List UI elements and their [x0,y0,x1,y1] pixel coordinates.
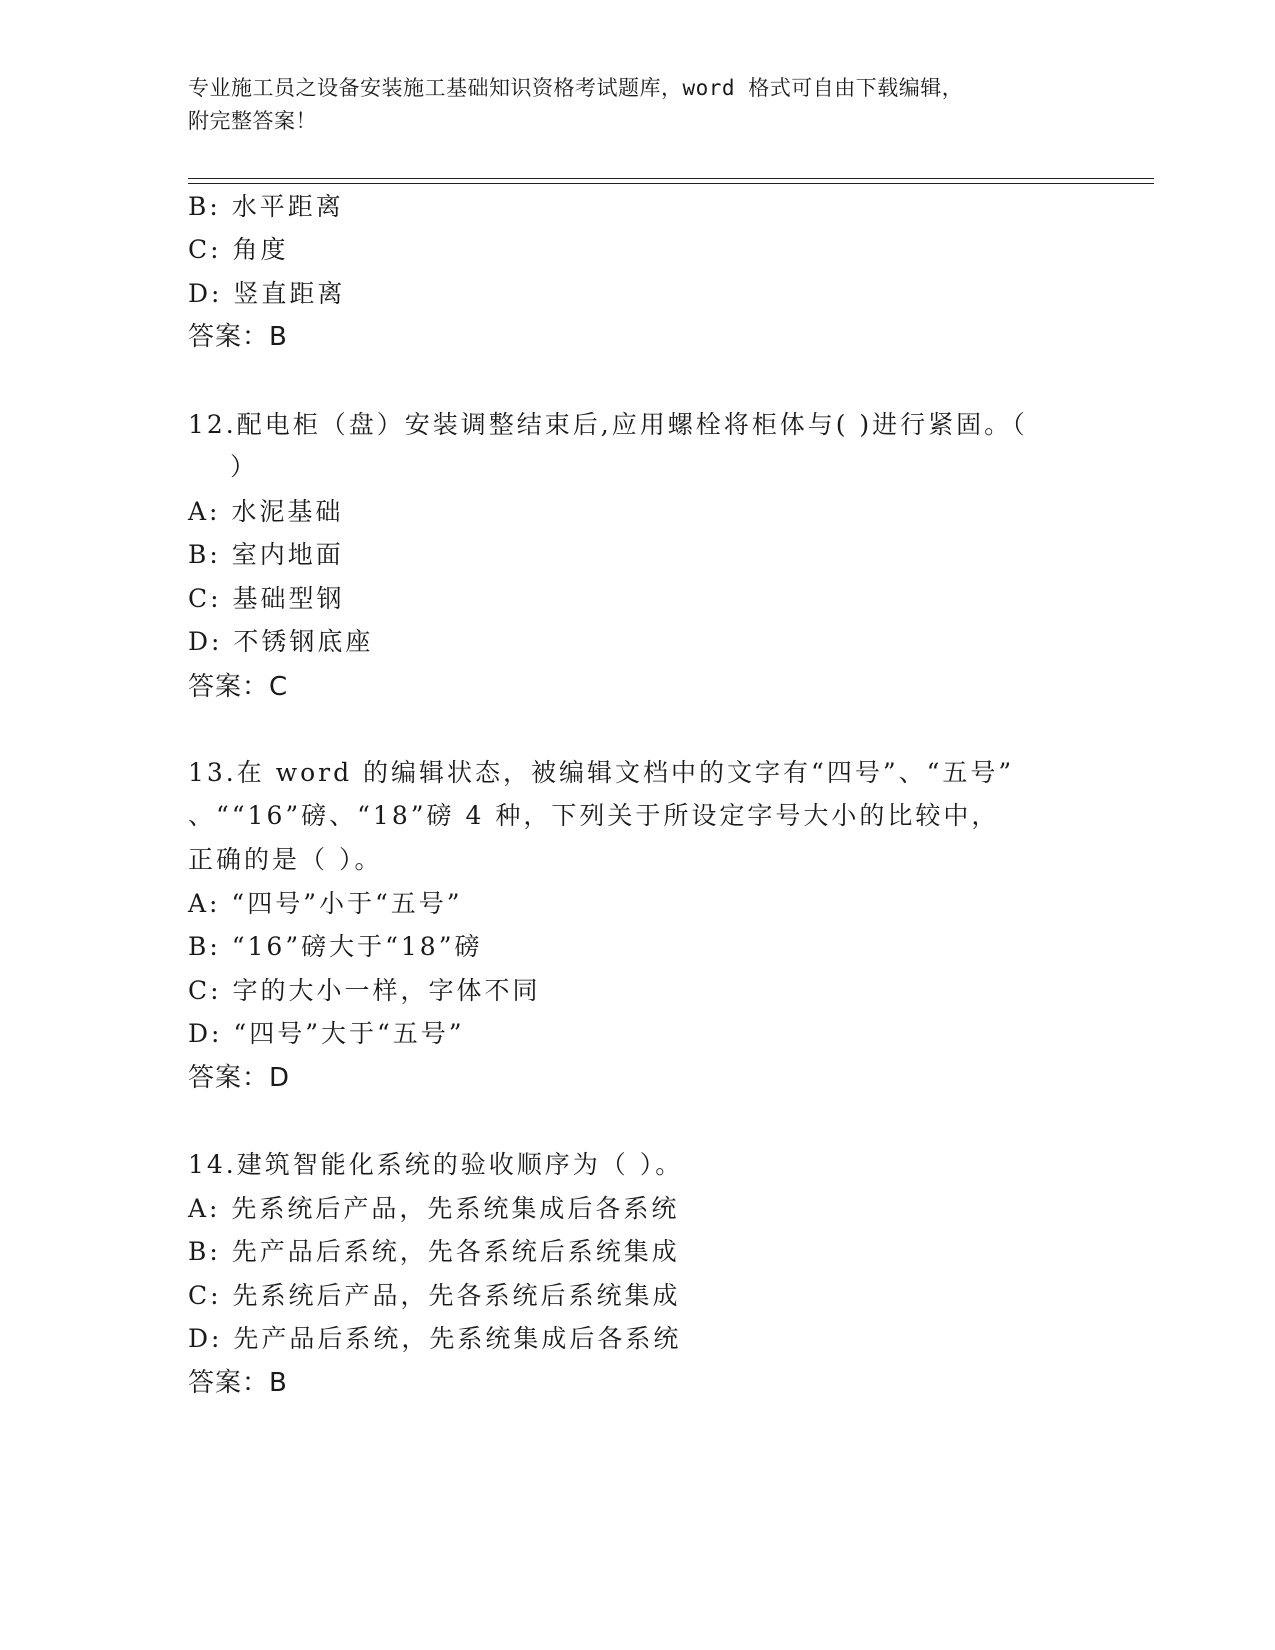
q14-stem-line-1: 14.建筑智能化系统的验收顺序为（ ）。 [188,1150,684,1179]
q14-option-a: A: 先系统后产品，先系统集成后各系统 [188,1194,680,1223]
q12-stem-line-1: 12.配电柜（盘）安装调整结束后,应用螺栓将柜体与( )进行紧固。（ [188,410,1028,439]
q13-stem-line-1: 13.在 word 的编辑状态，被编辑文档中的文字有“四号”、“五号” [188,758,1015,787]
q13-option-c: C: 字的大小一样，字体不同 [188,976,541,1005]
header-divider-top [188,178,1154,179]
q13-option-a: A: “四号”小于“五号” [188,889,463,918]
q13-answer: 答案：D [188,1063,291,1093]
q14-option-c: C: 先系统后产品，先各系统后系统集成 [188,1281,681,1310]
q13-stem-line-3: 正确的是（ ）。 [188,845,383,874]
q11-option-c: C: 角度 [188,235,289,264]
q14-option-b: B: 先产品后系统，先各系统后系统集成 [188,1237,680,1266]
q13-option-b: B: “16”磅大于“18”磅 [188,932,483,961]
q12-option-b: B: 室内地面 [188,540,344,569]
q11-option-d: D: 竖直距离 [188,279,346,308]
header-line-2: 附完整答案！ [188,109,317,133]
q12-option-c: C: 基础型钢 [188,584,345,613]
q11-answer: 答案：B [188,322,288,352]
q12-option-a: A: 水泥基础 [188,497,344,526]
q14-option-d: D: 先产品后系统，先系统集成后各系统 [188,1324,682,1353]
header-divider-bottom [188,183,1154,184]
document-header [188,72,1088,138]
q12-option-d: D: 不锈钢底座 [188,627,374,656]
q13-stem-line-2: 、““16”磅、“18”磅 4 种，下列关于所设定字号大小的比较中， [188,801,1000,830]
q13-option-d: D: “四号”大于“五号” [188,1019,465,1048]
q12-answer: 答案：C [188,672,289,702]
q11-option-b: B: 水平距离 [188,192,344,221]
q14-answer: 答案：B [188,1368,288,1398]
header-line-1: 专业施工员之设备安装施工基础知识资格考试题库，word 格式可自由下载编辑， [188,76,964,100]
q12-stem-line-2: ） [230,452,259,481]
